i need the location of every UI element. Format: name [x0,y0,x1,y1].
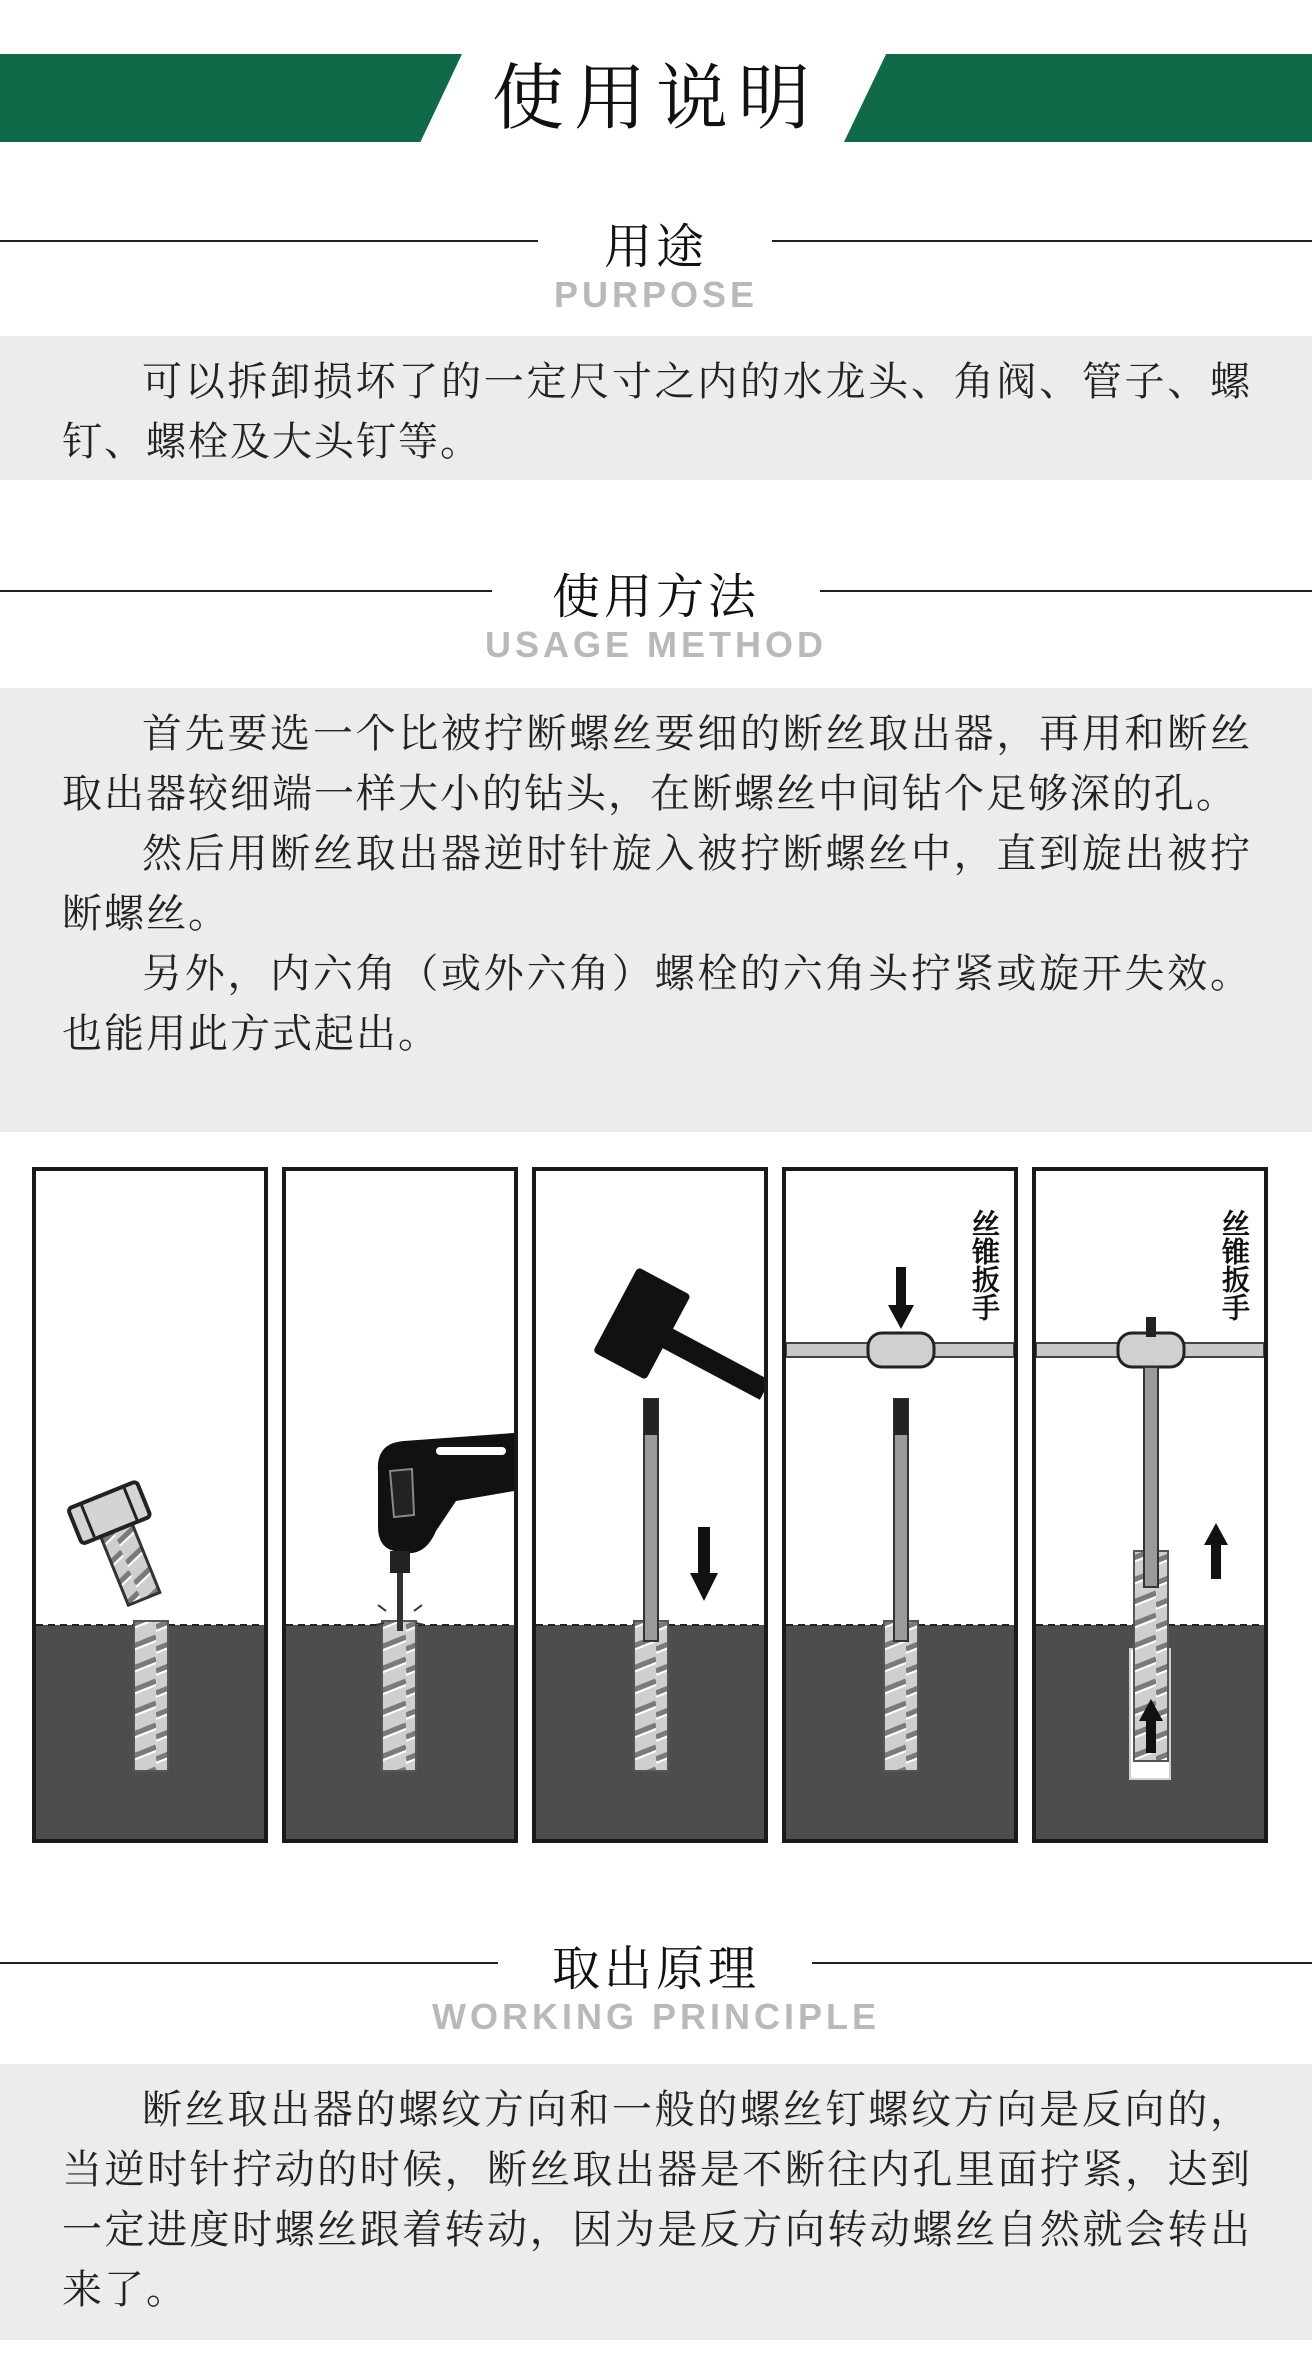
hammer-illustration [536,1171,764,1839]
usage-heading [0,548,1312,668]
page-title: 使用说明 [491,56,820,140]
header-banner [0,54,1312,142]
usage-subtitle: USAGE METHOD [484,624,827,665]
purpose-box [0,336,1312,480]
usage-box [0,688,1312,1132]
usage-paragraph-1: 首先要选一个比被拧断螺丝要细的断丝取出器，再用和断丝取出器较细端一样大小的钻头，在断螺丝中间钻个足够深的孔。 [62,711,1252,817]
drill-illustration [286,1171,514,1839]
step-5-panel [1032,1167,1268,1843]
step-4-panel [782,1167,1018,1843]
usage-paragraph-2: 然后用断丝取出器逆时针旋入被拧断螺丝中，直到旋出被拧断螺丝。 [62,831,1252,937]
principle-heading [0,1920,1312,2040]
step-2-panel [282,1167,518,1843]
tap-wrench-label: 丝锥扳手 [1218,1209,1251,1321]
principle-text: 断丝取出器的螺纹方向和一般的螺丝钉螺纹方向是反向的，当逆时针拧动的时候，断丝取出器是不断往内孔里面拧紧，达到一定进度时螺丝跟着转动，因为是反方向转动螺丝自然就会转出来了。 [62,2087,1252,2313]
broken-bolt-illustration [36,1171,264,1839]
usage-paragraph-3: 另外，内六角（或外六角）螺栓的六角头拧紧或旋开失效。也能用此方式起出。 [62,951,1252,1057]
step-1-panel [32,1167,268,1843]
principle-box [0,2064,1312,2340]
tap-wrench-label: 丝锥扳手 [968,1209,1001,1321]
purpose-text: 可以拆卸损坏了的一定尺寸之内的水龙头、角阀、管子、螺钉、螺栓及大头钉等。 [62,359,1252,465]
principle-subtitle: WORKING PRINCIPLE [431,1996,880,2037]
step-illustrations [32,1167,1270,1843]
step-3-panel [532,1167,768,1843]
purpose-title: 用途 [603,219,708,275]
purpose-subtitle: PURPOSE [553,274,759,315]
purpose-heading [0,198,1312,318]
principle-title: 取出原理 [551,1941,760,1997]
usage-title: 使用方法 [551,569,760,625]
